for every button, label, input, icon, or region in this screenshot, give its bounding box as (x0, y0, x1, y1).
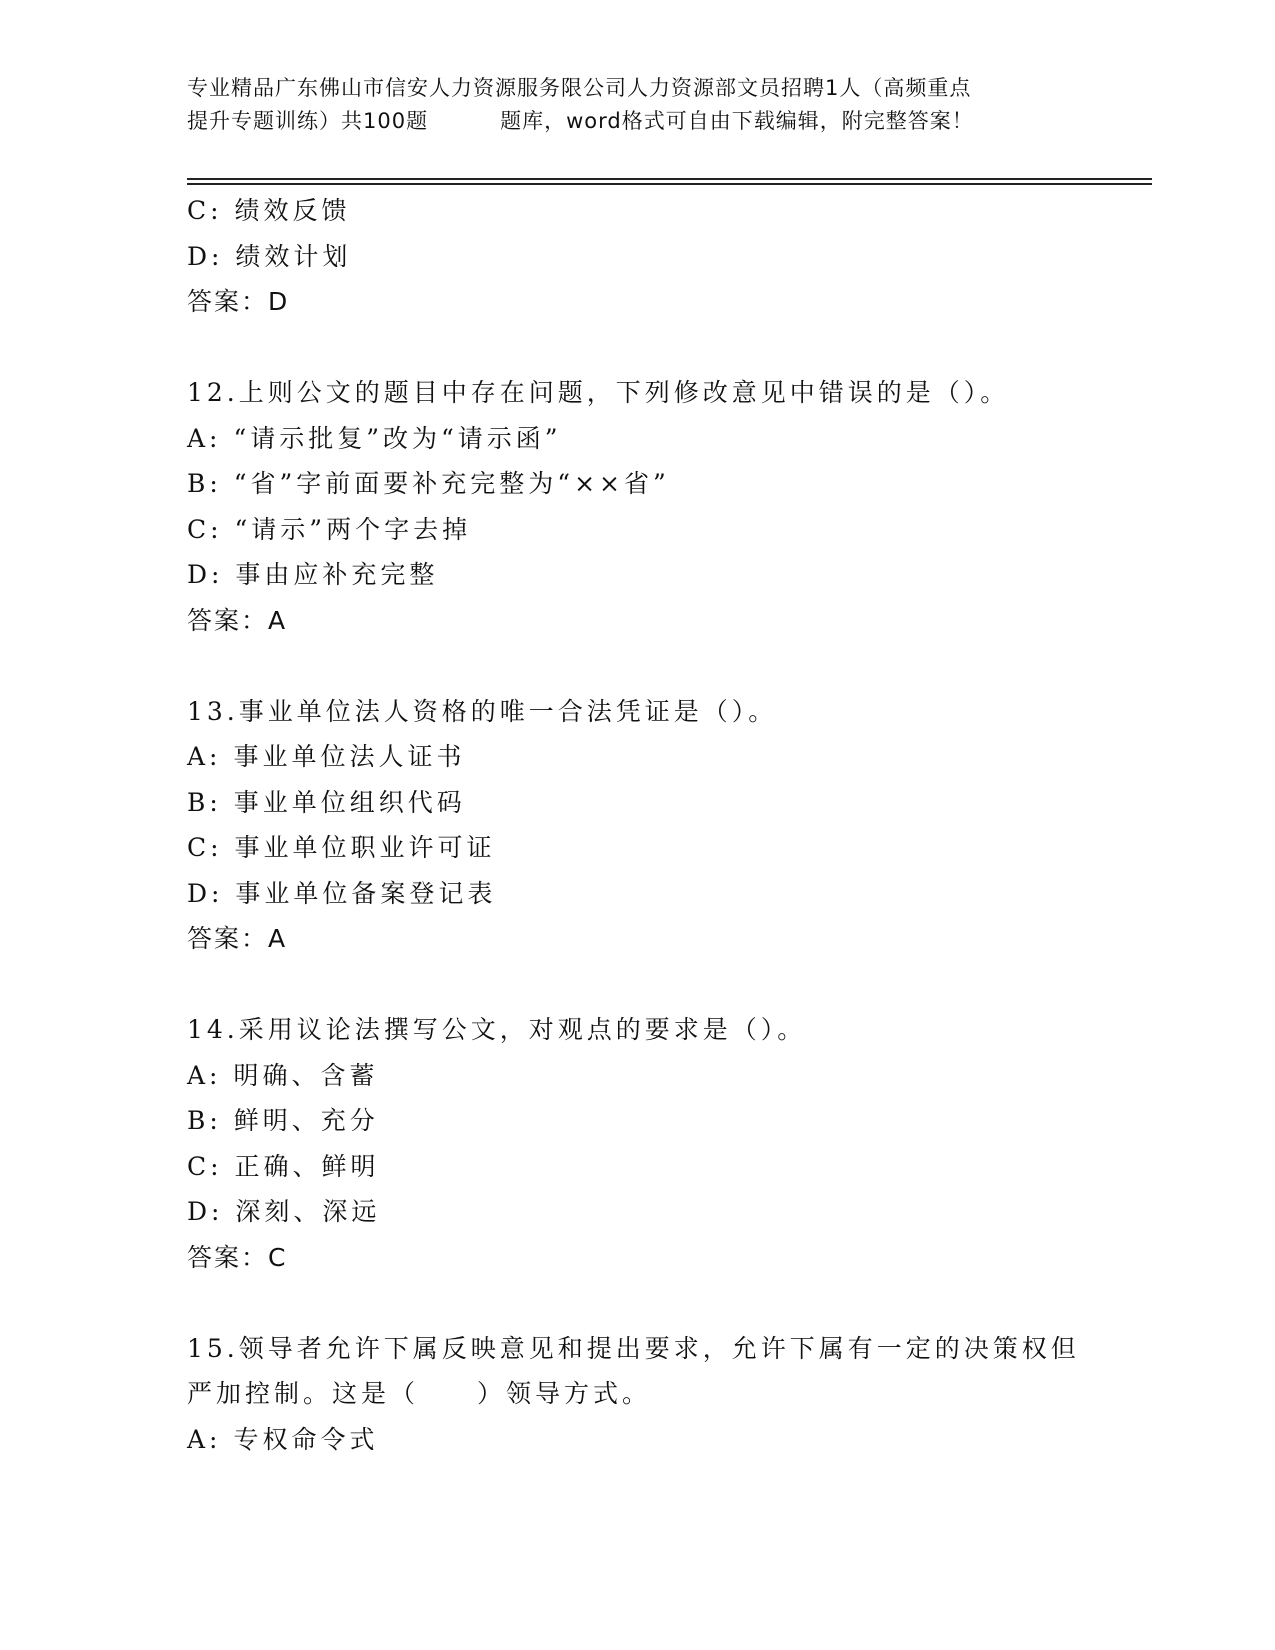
option-label: D: (187, 241, 224, 271)
option-text: 鲜明、充分 (233, 1106, 379, 1135)
question-13 (187, 689, 1107, 962)
option-text: 正确、鲜明 (234, 1151, 380, 1181)
option-text: 事业单位法人证书 (233, 742, 466, 771)
option-c (187, 825, 1107, 871)
option-a (187, 734, 1107, 780)
option-a (187, 416, 1107, 462)
answer-line: 答案：C (187, 1242, 288, 1272)
header-title-line2-right: 题库，word格式可自由下载编辑，附完整答案！ (500, 109, 974, 133)
option-label: A: (187, 1424, 222, 1454)
answer-line: 答案：D (187, 287, 290, 316)
option-text: 事业单位组织代码 (233, 787, 466, 817)
option-label: C: (187, 196, 223, 225)
question-14 (187, 1007, 1107, 1280)
question-list (187, 188, 1107, 1462)
option-d (187, 234, 1107, 280)
answer-line: 答案：A (187, 924, 288, 953)
question-12 (187, 370, 1107, 643)
question-stem: 13.事业单位法人资格的唯一合法凭证是（）。 (187, 696, 778, 726)
option-text: 绩效反馈 (234, 196, 351, 225)
option-b (187, 461, 1107, 507)
option-label: A: (187, 1060, 222, 1090)
answer-line: 答案：A (187, 605, 288, 635)
option-label: B: (187, 787, 222, 817)
question-stem: 12.上则公文的题目中存在问题，下列修改意见中错误的是（）。 (187, 378, 1010, 407)
question-15 (187, 1326, 1107, 1463)
option-d (187, 871, 1107, 917)
page-header (187, 72, 1087, 138)
option-label: A: (187, 423, 222, 453)
option-text: “请示”两个字去掉 (234, 514, 472, 544)
option-label: D: (187, 878, 224, 908)
header-rule-top (187, 178, 1152, 180)
header-title-line2 (187, 105, 1087, 138)
option-text: 事业单位备案登记表 (235, 878, 497, 908)
option-c (187, 188, 1107, 234)
option-text: 绩效计划 (235, 241, 352, 271)
option-text: “请示批复”改为“请示函” (233, 423, 562, 453)
option-label: B: (187, 1106, 222, 1135)
option-label: B: (187, 469, 222, 498)
option-a (187, 1053, 1107, 1099)
option-text: 深刻、深远 (235, 1197, 381, 1226)
option-c (187, 507, 1107, 553)
option-label: C: (187, 833, 223, 862)
option-text: 专权命令式 (233, 1424, 379, 1454)
option-b (187, 1098, 1107, 1144)
header-rule-bottom (187, 183, 1152, 185)
option-d (187, 1189, 1107, 1235)
header-title-line2-left: 提升专题训练）共100题 (187, 109, 429, 133)
option-b (187, 780, 1107, 826)
option-a (187, 1417, 1107, 1463)
option-text: 事由应补充完整 (235, 560, 439, 589)
option-text: “省”字前面要补充完整为“××省” (233, 469, 670, 498)
question-stem: 15.领导者允许下属反映意见和提出要求，允许下属有一定的决策权但 (187, 1333, 1080, 1363)
option-label: C: (187, 514, 223, 544)
option-label: A: (187, 742, 222, 771)
question-stem: 14.采用议论法撰写公文，对观点的要求是（）。 (187, 1015, 807, 1044)
question-stem-continued: 严加控制。这是（ ）领导方式。 (187, 1379, 652, 1408)
option-c (187, 1144, 1107, 1190)
option-label: D: (187, 1197, 224, 1226)
header-title-line1: 专业精品广东佛山市信安人力资源服务限公司人力资源部文员招聘1人（高频重点 (187, 76, 972, 100)
option-d (187, 552, 1107, 598)
option-text: 明确、含蓄 (233, 1060, 379, 1090)
option-label: C: (187, 1151, 223, 1181)
option-label: D: (187, 560, 224, 589)
question-11-partial (187, 188, 1107, 325)
option-text: 事业单位职业许可证 (234, 833, 496, 862)
